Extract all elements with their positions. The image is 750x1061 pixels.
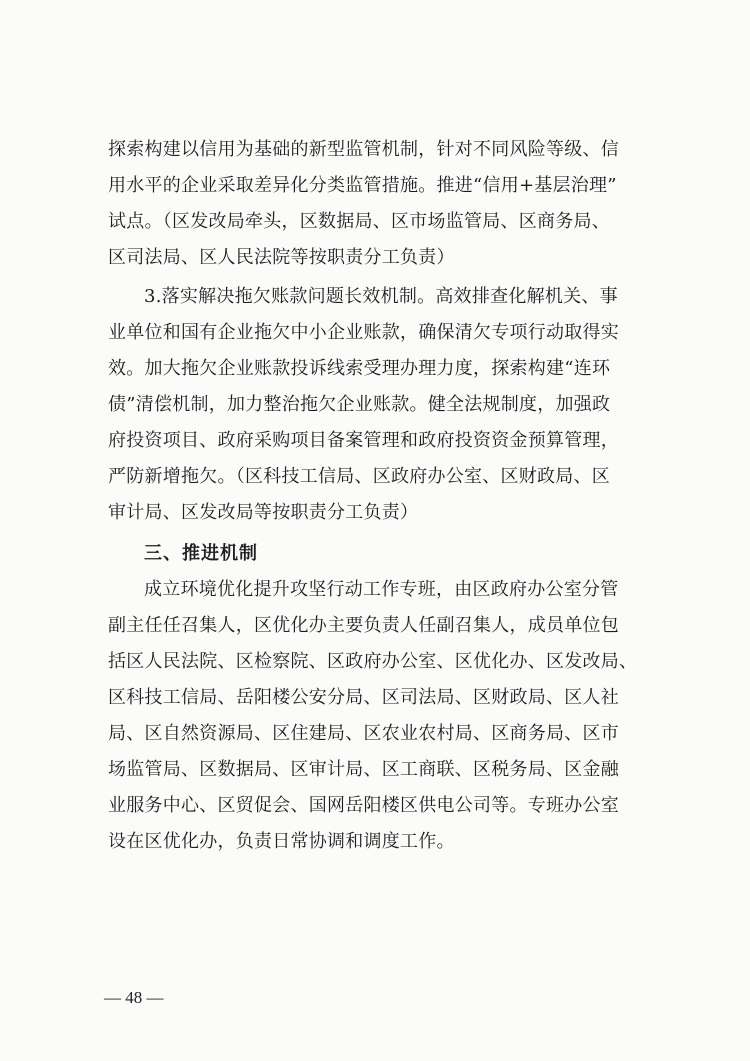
paragraph-1-line-1: 探索构建以信用为基础的新型监管机制，针对不同风险等级、信 xyxy=(108,139,619,160)
page-number: — 48 — xyxy=(104,988,164,1007)
paragraph-3-line-6: 场监管局、区数据局、区审计局、区工商联、区税务局、区金融 xyxy=(108,759,619,780)
section-heading: 三、推进机制 xyxy=(144,543,258,564)
paragraph-3-line-2: 副主任任召集人，区优化办主要负责人任副召集人，成员单位包 xyxy=(108,615,619,636)
paragraph-3-line-8: 设在区优化办，负责日常协调和调度工作。 xyxy=(108,831,455,852)
paragraph-2-line-4: 债”清偿机制，加力整治拖欠企业账款。健全法规制度，加强政 xyxy=(108,394,611,415)
paragraph-2-line-5: 府投资项目、政府采购项目备案管理和政府投资资金预算管理， xyxy=(108,430,619,451)
paragraph-1-line-2: 用水平的企业采取差异化分类监管措施。推进“信用+基层治理” xyxy=(108,175,617,196)
paragraph-1-line-3: 试点。（区发改局牵头，区数据局、区市场监管局、区商务局、 xyxy=(108,211,610,232)
paragraph-3-line-4: 区科技工信局、岳阳楼公安分局、区司法局、区财政局、区人社 xyxy=(108,687,619,708)
paragraph-2-line-6: 严防新增拖欠。（区科技工信局、区政府办公室、区财政局、区 xyxy=(108,466,610,487)
paragraph-3-line-1: 成立环境优化提升攻坚行动工作专班，由区政府办公室分管 xyxy=(144,579,619,600)
paragraph-3-line-5: 局、区自然资源局、区住建局、区农业农村局、区商务局、区市 xyxy=(108,723,619,744)
paragraph-1 xyxy=(108,132,663,276)
paragraph-2-line-1: 3.落实解决拖欠账款问题长效机制。高效排查化解机关、事 xyxy=(144,286,618,307)
paragraph-1-line-4: 区司法局、区人民法院等按职责分工负责） xyxy=(108,247,455,268)
paragraph-2-line-3: 效。加大拖欠企业账款投诉线索受理办理力度，探索构建“连环 xyxy=(108,358,611,379)
paragraph-2-line-2: 业单位和国有企业拖欠中小企业账款，确保清欠专项行动取得实 xyxy=(108,322,619,343)
paragraph-2-line-7: 审计局、区发改局等按职责分工负责） xyxy=(108,502,419,523)
paragraph-3-line-7: 业服务中心、区贸促会、国网岳阳楼区供电公司等。专班办公室 xyxy=(108,795,619,816)
section-3-heading-block xyxy=(108,536,663,572)
paragraph-3-line-3: 括区人民法院、区检察院、区政府办公室、区优化办、区发改局、 xyxy=(108,651,638,672)
paragraph-3 xyxy=(108,572,663,860)
paragraph-2 xyxy=(108,279,663,531)
